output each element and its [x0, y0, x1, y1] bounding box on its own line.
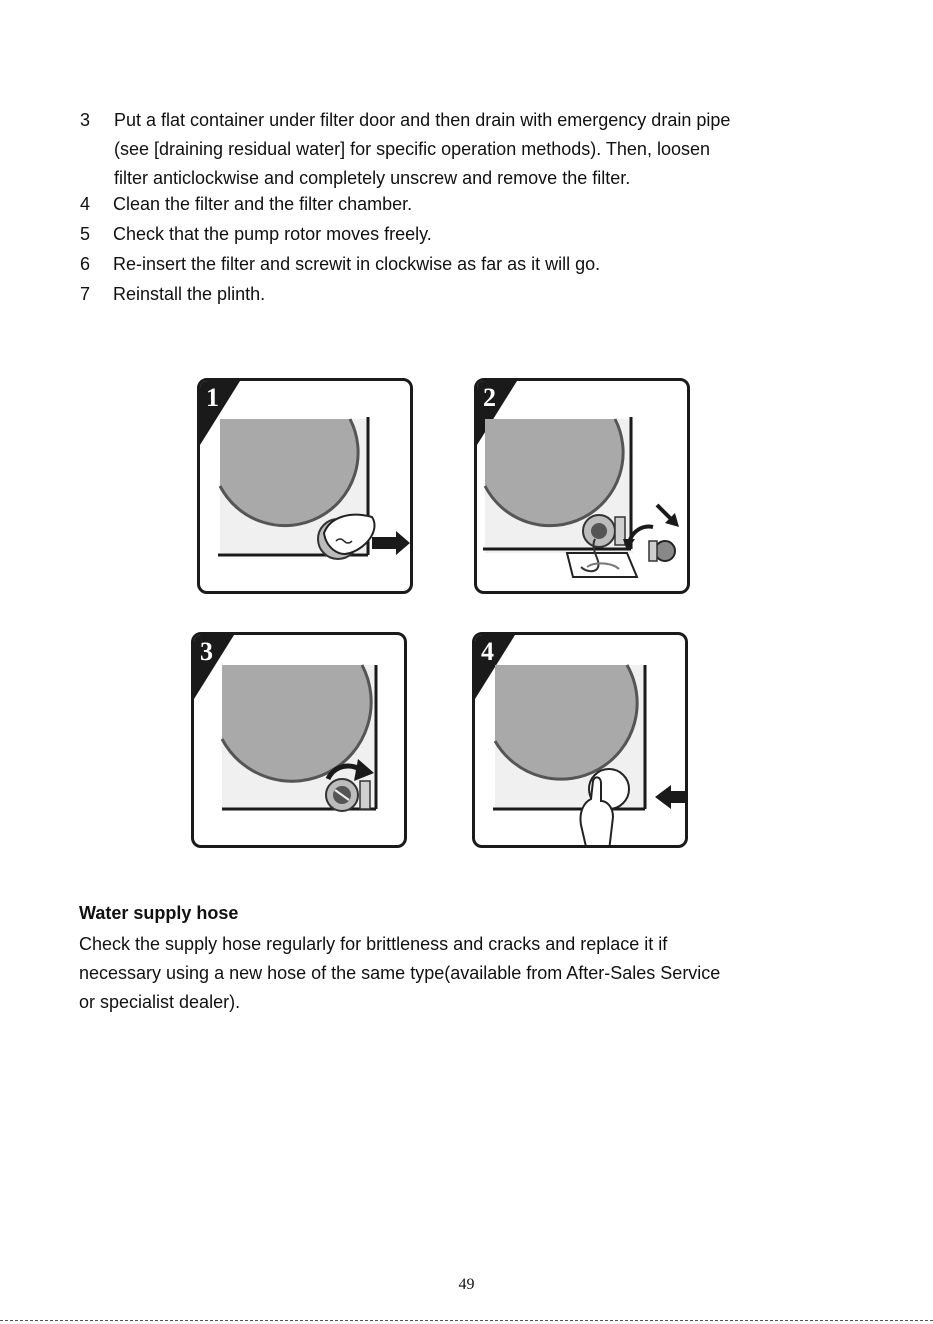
step-text-line: Put a flat container under filter door and then drain with emergency drain pipe	[114, 110, 731, 130]
step-text: Clean the filter and the filter chamber.	[113, 194, 413, 214]
step-text: Reinstall the plinth.	[113, 284, 266, 304]
step-number: 6	[80, 254, 91, 274]
figure-number: 4	[481, 637, 494, 666]
step-text-line: (see [draining residual water] for specific operation methods). Then, loosen	[114, 139, 710, 159]
figure-2-drain-and-unscrew	[474, 378, 690, 594]
water-supply-hose-section	[79, 900, 859, 1017]
step-number: 3	[80, 110, 91, 130]
step-7	[80, 279, 840, 309]
step-number: 7	[80, 284, 91, 304]
section-heading: Water supply hose	[79, 903, 239, 923]
figure-number: 2	[483, 383, 496, 412]
step-number: 5	[80, 224, 91, 244]
figure-4-reinstall-plinth	[472, 632, 688, 848]
figure-4-illustration	[475, 635, 688, 848]
step-text-line: filter anticlockwise and completely unscrew and remove the filter.	[114, 168, 631, 188]
footer-divider	[0, 1320, 933, 1321]
step-text: Check that the pump rotor moves freely.	[113, 224, 432, 244]
section-text-line: Check the supply hose regularly for brittleness and cracks and replace it if	[79, 934, 668, 954]
section-text-line: or specialist dealer).	[79, 992, 241, 1012]
step-number: 4	[80, 194, 91, 214]
page-number: 49	[458, 1276, 475, 1293]
figure-2-illustration	[477, 381, 690, 594]
figure-number: 3	[200, 637, 213, 666]
figure-3-illustration	[194, 635, 407, 848]
step-5	[80, 219, 840, 249]
figure-1-illustration	[200, 381, 413, 594]
step-4	[80, 190, 840, 219]
figure-3-reinsert-filter	[191, 632, 407, 848]
step-text: Re-insert the filter and screwit in clockwise as far as it will go.	[113, 254, 601, 274]
step-3	[80, 106, 840, 193]
figure-1-remove-filter-cover	[197, 378, 413, 594]
section-text-line: necessary using a new hose of the same type(available from After-Sales Service	[79, 963, 721, 983]
step-6	[80, 249, 840, 279]
figure-number: 1	[206, 383, 219, 412]
instruction-steps	[80, 106, 840, 309]
